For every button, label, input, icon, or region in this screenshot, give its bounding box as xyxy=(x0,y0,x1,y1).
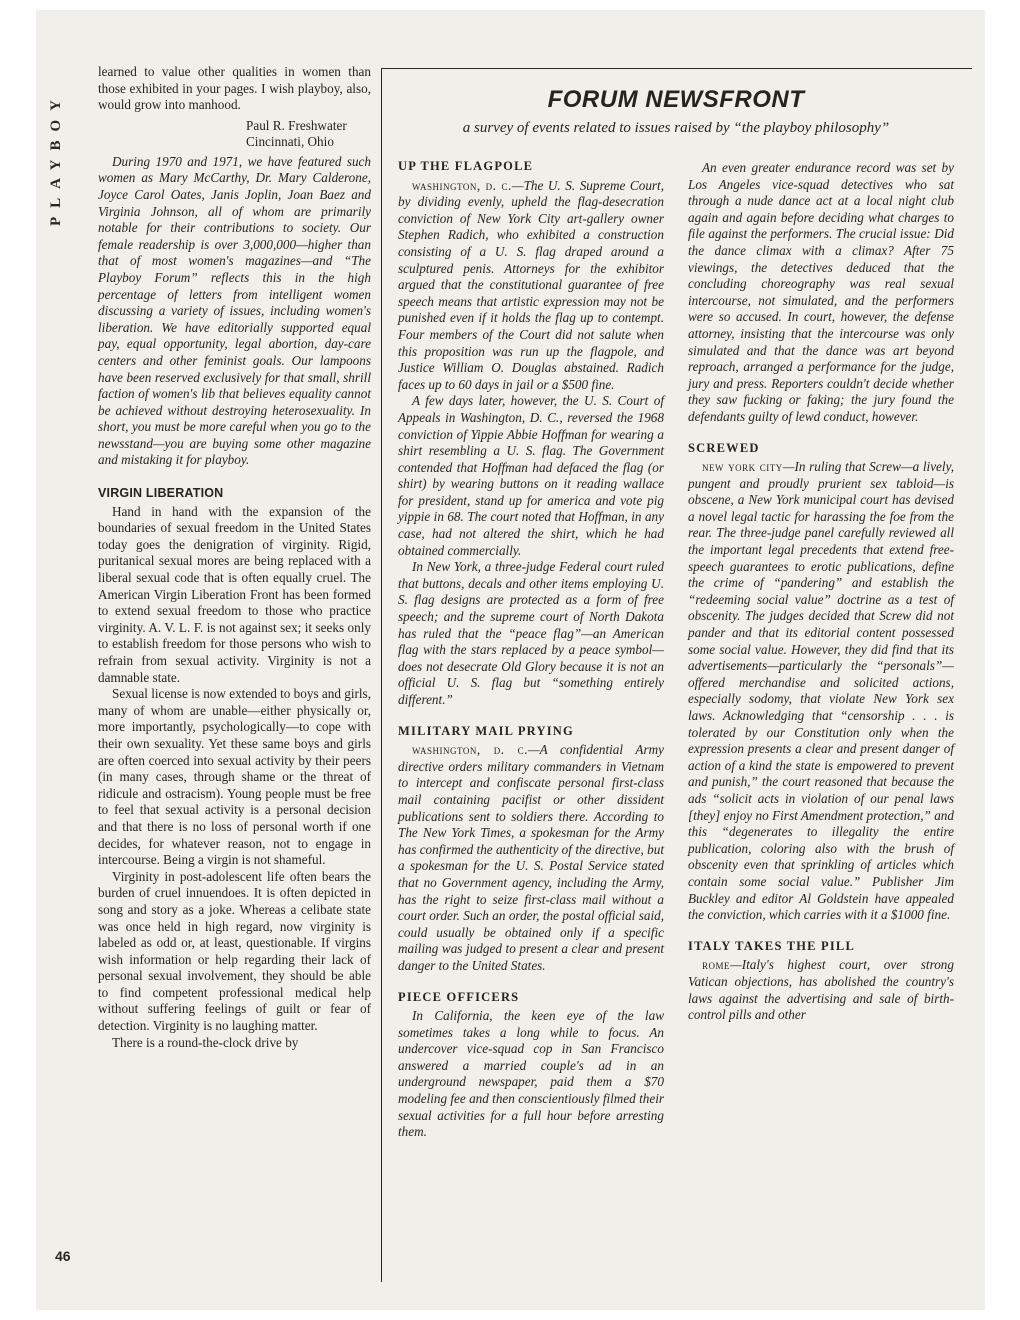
virgin-liberation-paragraph: Sexual license is now extended to boys and girls, many of whom are unable—either physically or, more importantly, psychologically—to cope with their own sexuality. Yet these same boys and girls are often coerced into sexual activity by their peers (in many cases, through shame or the threat of ridicule and ostracism). Young people must be free to feel that sexual activity is a personal decision and that there is no loss of personal worth if one decides, for whatever reason, not to engage in intercourse. Being a virgin is not shameful. xyxy=(98,686,371,868)
italy-text: —Italy's highest court, over strong Vatican objections, has abolished the country's laws against the advertising and sale of birth-control pills and other xyxy=(688,957,954,1023)
piece-officers-heading: PIECE OFFICERS xyxy=(398,989,520,1004)
virgin-liberation-paragraph: Hand in hand with the expansion of the boundaries of sexual freedom in the United States today goes the denigration of virginity. Rigid, puritanical sexual mores are being replaced with a liberal sexual code that is often equally cruel. The American Virgin Liberation Front has been formed to extend sexual freedom to those who practice virginity. A. V. L. F. is not against sex; it seeks only to establish freedom for those persons who wish to refrain from sexual activity. Virginity is not a damnable state. xyxy=(98,503,371,685)
magazine-running-title: PLAYBOY xyxy=(48,91,64,226)
flagpole-paragraph: A few days later, however, the U. S. Court of Appeals in Washington, D. C., reversed the 1968 conviction of Yippie Abbie Hoffman for wearing a shirt resembling a U. S. flag. The Government contended that Hoffman had defaced the flag (or shirt) by wearing buttons on it reading wallace for president, stand up for america and vote pig yippie in 68. The court noted that Hoffman, in any case, had not altered the shirt, which he had obtained commercially. xyxy=(398,393,664,558)
military-mail-dateline: washington, d. c. xyxy=(412,742,528,758)
forum-newsfront-subtitle: a survey of events related to issues raised by “the playboy philosophy” xyxy=(462,120,890,136)
military-mail-heading: MILITARY MAIL PRYING xyxy=(398,723,574,738)
newsfront-column-1 xyxy=(398,150,664,1141)
screwed-text: —In ruling that Screw—a lively, pungent and proudly prurient sex tabloid—is obscene, a New York municipal court has devised a novel legal tactic for harassing the foe from the rear. The three-judge panel carefully reviewed all the important legal precedents that extend free-speech guarantees to erotic publications, define the crime of “pandering” and establish the “redeeming social value” doctrine as a test of obscenity. The judges decided that Screw did not pander and that its editorial content possessed some social value. However, they did find that its advertisements—particularly the “personals”—offered merchandise and solicited actions, especially sodomy, that violate New York sex laws. Acknowledging that “censorship . . . is tolerated by our Constitution only when the expression presents a clear and present danger of action of a kind the state is empowered to prevent and punish,” the court reasoned that because the ads “solicit acts in violation of our penal laws [they] enjoy no First Amendment protection,” and this “degenerates to illegality the entire publication, coloring also with the brush of obscenity even that sprinkling of articles which contain some social value.” Publisher Jim Buckley and editor Al Goldstein have appealed the conviction, which carries with it a $1000 fine. xyxy=(688,459,954,923)
letter-closing: learned to value other qualities in women than those exhibited in your pages. I wish playboy, also, would grow into manhood. xyxy=(98,64,371,113)
letters-column xyxy=(98,64,371,1051)
newsfront-column-2 xyxy=(688,160,954,1024)
screwed-heading: SCREWED xyxy=(688,440,760,455)
virgin-liberation-paragraph: There is a round-the-clock drive by xyxy=(112,1034,299,1050)
letter-author: Paul R. Freshwater xyxy=(246,117,347,133)
flagpole-paragraph: —The U. S. Supreme Court, by dividing evenly, upheld the flag-desecration conviction of New York City art-gallery owner Stephen Radich, who exhibited a construction consisting of a U. S. flag draped around a sculptured penis. Attorneys for the exhibitor argued that the constitutional guarantee of free speech means that artistic expression may not be punished even if it holds the flag up to contempt. Four members of the Court did not salute when this proposition was run up the flagpole, and Justice William O. Douglas abstained. Radich faces up to 60 days in jail or a $500 fine. xyxy=(398,177,665,392)
piece-officers-paragraph: An even greater endurance record was set by Los Angeles vice-squad detectives who sat through a nude dance act at a local night club again and again before deciding what charges to file against the performers. The crucial issue: Did the dance climax with a climax? After 75 viewings, the detectives deduced that the concluding choreography was real sexual intercourse, not simulated, and the performers were so accused. In court, however, the defense attorney, insisting that the intercourse was only simulated and that the dance was art beyond reproach, arranged a performance for the judge, jury and press. Reporters couldn't decide whether they saw fucking or faking; the jury found the defendants guilty of lewd conduct, however. xyxy=(688,160,954,424)
virgin-liberation-heading: VIRGIN LIBERATION xyxy=(98,486,224,501)
forum-newsfront-title: FORUM NEWSFRONT xyxy=(547,86,805,113)
letter-location: Cincinnati, Ohio xyxy=(246,133,334,149)
virgin-liberation-paragraph: Virginity in post-adolescent life often bears the burden of cruel innuendoes. It is often depicted in song and story as a joke. Whereas a celibate state was once held in high regard, now virginity is labeled as odd or, at least, questionable. If virgins wish information or help regarding their lack of personal sexual involvement, they should be able to find competent professional medical help without suffering feelings of guilt or fear of detection. Virginity is no laughing matter. xyxy=(98,868,371,1034)
italy-heading: ITALY TAKES THE PILL xyxy=(688,938,855,953)
editor-reply: During 1970 and 1971, we have featured such women as Mary McCarthy, Dr. Mary Calderone, Joyce Carol Oates, Janis Joplin, Joan Baez and Virginia Johnson, all of whom are primarily notable for their contributions to society. Our female readership is over 3,000,000—higher than that of most women's magazines—and “The Playboy Forum” reflects this in the high percentage of letters from intelligent women discussing a variety of issues, including women's liberation. We have editorially supported equal pay, equal opportunity, legal abortion, day-care centers and other feminist goals. Our lampoons have been reserved exclusively for that small, shrill faction of women's lib that believes equality cannot be achieved without destroying heterosexuality. In short, you must be more careful when you go to the newsstand—you are buying some other magazine and mistaking it for playboy. xyxy=(98,153,371,468)
flagpole-heading: UP THE FLAGPOLE xyxy=(398,159,534,173)
flagpole-dateline: washington, d. c. xyxy=(412,177,512,193)
italy-dateline: rome xyxy=(702,957,731,973)
letter-signature xyxy=(98,118,371,150)
flagpole-paragraph: In New York, a three-judge Federal court ruled that buttons, decals and other items employing U. S. flag designs are protected as a form of free speech; and the supreme court of North Dakota has ruled that the “peace flag”—an American flag with the stars replaced by a peace symbol—does not desecrate Old Glory because it is not an official U. S. flag but “something entirely different.” xyxy=(398,559,664,707)
piece-officers-paragraph: In California, the keen eye of the law sometimes takes a long while to focus. An undercover vice-squad cop in San Francisco answered a married couple's ad in an underground newspaper, paid them a $70 modeling fee and then conscientiously filmed their sexual activities for a full hour before arresting them. xyxy=(398,1008,664,1140)
page-number: 46 xyxy=(55,1248,71,1264)
screwed-dateline: new york city xyxy=(702,459,783,475)
military-mail-text: —A confidential Army directive orders military commanders in Vietnam to intercept and confiscate personal first-class mail containing pacifist or other dissident publications sent to soldiers there. According to The New York Times, a spokesman for the Army has confirmed the authenticity of the directive, but a spokesman for the U. S. Postal Service stated that no Government agency, including the Army, has the right to seize first-class mail without a court order. Such an order, the postal official said, could usually be obtained only if a specific mailing was judged to present a clear and present danger to the United States. xyxy=(398,742,664,973)
